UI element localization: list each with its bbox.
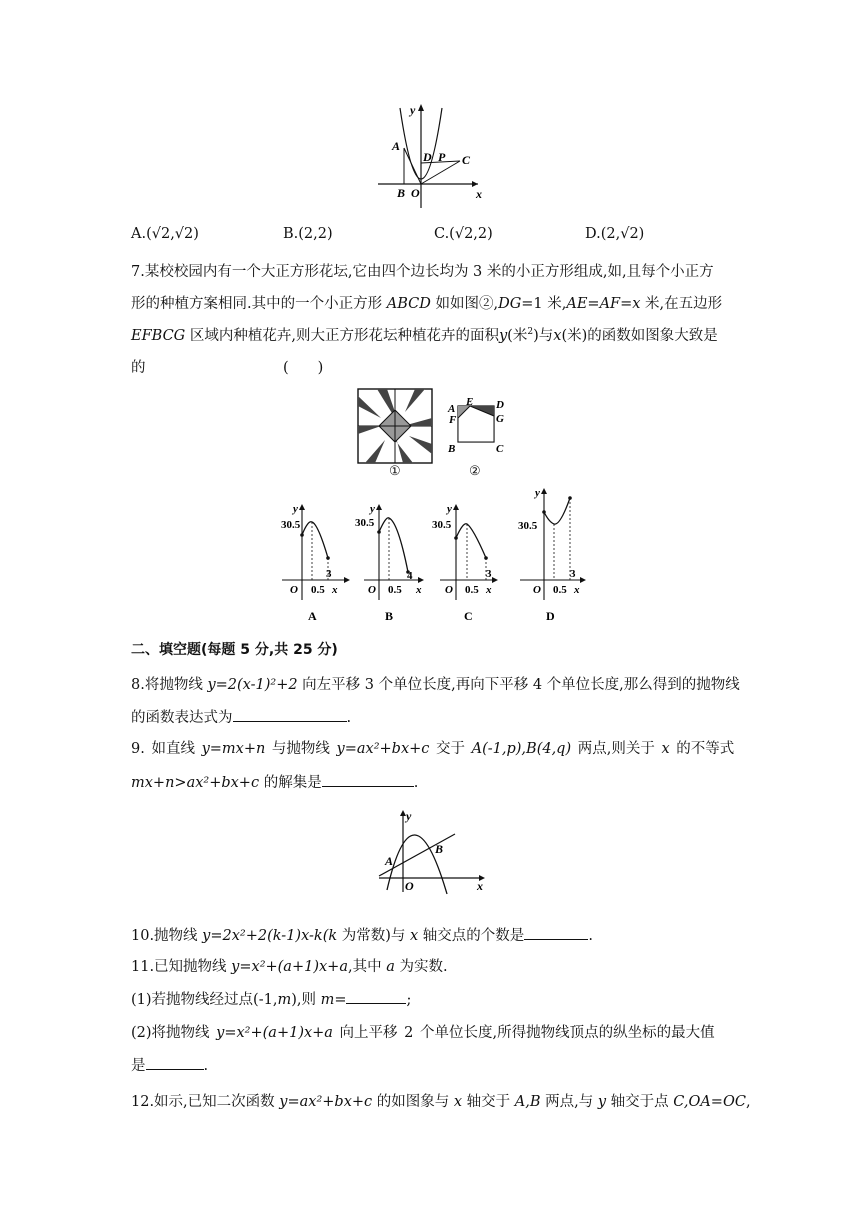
q7-graph-b-v: 30.5: [355, 517, 375, 529]
q7-graph-c-x: x: [486, 584, 492, 596]
q11-part2: (2)将抛物线 y=x²+(a+1)x+a 向上平移 2 个单位长度,所得抛物线顶点的纵坐标的最大值: [131, 1025, 715, 1041]
q6-option-c: C.(√2,2): [434, 226, 493, 242]
q6-option-a: A.(√2,√2): [131, 226, 199, 242]
q7-graph-d-o: O: [533, 584, 541, 596]
q7-line2: 形的种植方案相同.其中的一个小正方形 ABCD 如如图②,DG=1 米,AE=AF=x 米,在五边形: [131, 296, 723, 312]
q7-graph-c-o: O: [445, 584, 453, 596]
q7-figure-2-caption: ②: [469, 464, 481, 479]
section-2-heading: 二、填空题(每题 5 分,共 25 分): [131, 642, 338, 658]
q7-graph-c-end: 3: [486, 568, 492, 580]
q7-figure-1: [357, 388, 433, 464]
q7-line4: 的: [131, 360, 146, 376]
q7-graph-c-v: 30.5: [432, 519, 452, 531]
q7-graph-d: [518, 486, 600, 623]
q7-line3: EFBCG 区域内种植花卉,则大正方形花坛种植花卉的面积y(米$^2$)与x(米)的函数如图象大致是: [131, 327, 718, 344]
q8-line2: 的函数表达式为 .: [131, 707, 351, 728]
q7-graph-c-h: 0.5: [465, 584, 479, 596]
q7-graph-a-o: O: [290, 584, 298, 596]
q6-figure: [370, 100, 490, 212]
q6-label-d: D: [423, 150, 432, 164]
q7-fig2-label-c: C: [496, 443, 504, 455]
q8-line1: 8.将抛物线 y=2(x-1)²+2 向左平移 3 个单位长度,再向下平移 4 个单位长度,那么得到的抛物线: [131, 677, 740, 693]
q6-label-a: A: [392, 139, 401, 153]
q9-answer-blank[interactable]: [322, 772, 414, 787]
q7-graph-a-end: 3: [326, 568, 332, 580]
q7-graph-d-v: 30.5: [518, 520, 538, 532]
q7-fig2-label-b: B: [448, 443, 456, 455]
q7-graph-d-end: 3: [570, 568, 576, 580]
q6-label-b: B: [397, 186, 406, 200]
q7-graph-a-name: A: [308, 609, 317, 623]
q7-graph-a-x: x: [332, 584, 338, 596]
q9-label-o: O: [405, 879, 414, 893]
q9-label-a: A: [385, 854, 394, 868]
q6-option-b: B.(2,2): [283, 226, 333, 242]
q9-label-b: B: [435, 842, 444, 856]
q11-part1: (1)若抛物线经过点(-1,m),则 m= ;: [131, 989, 411, 1010]
q7-graph-d-h: 0.5: [553, 584, 567, 596]
q11-line: 11.已知抛物线 y=x²+(a+1)x+a,其中 a 为实数.: [131, 959, 448, 975]
q11-part2-blank[interactable]: [146, 1055, 204, 1070]
q7-graph-b-y: y: [370, 503, 375, 515]
q6-label-c: C: [462, 153, 471, 167]
q7-graph-b-name: B: [385, 609, 394, 623]
q7-answer-bracket: ( ): [283, 360, 324, 376]
q11-part1-blank[interactable]: [346, 989, 406, 1004]
q7-fig2-label-a: A: [448, 403, 456, 415]
q9-label-x: x: [477, 879, 483, 893]
q7-graph-b-o: O: [368, 584, 376, 596]
q7-graph-c: [432, 500, 516, 623]
q9-line2: mx+n>ax²+bx+c 的解集是 .: [131, 772, 418, 793]
q6-option-d: D.(2,√2): [585, 226, 645, 242]
q7-fig2-label-f: F: [449, 414, 457, 426]
q9-line1: 9. 如直线 y=mx+n 与抛物线 y=ax²+bx+c 交于 A(-1,p),B(4,q) 两点,则关于 x 的不等式: [131, 741, 735, 757]
q7-fig2-label-g: G: [496, 413, 504, 425]
q7-figure-2: [446, 396, 506, 456]
q7-fig2-label-d: D: [496, 399, 504, 411]
q7-figure-1-caption: ①: [389, 464, 401, 479]
q7-graph-d-name: D: [546, 609, 555, 623]
q7-graph-b-h: 0.5: [388, 584, 402, 596]
q7-graph-c-y: y: [447, 503, 452, 515]
q7-graph-a-y: y: [293, 503, 298, 515]
q10-answer-blank[interactable]: [524, 925, 588, 940]
q7-graph-b-end: 4: [407, 570, 413, 582]
q11-part2-line2: 是 .: [131, 1055, 208, 1076]
q9-label-y: y: [406, 809, 412, 823]
q7-graph-a: [281, 500, 352, 623]
q6-label-o: O: [411, 186, 420, 200]
q7-line1: 7.某校校园内有一个大正方形花坛,它由四个边长均为 3 米的小正方形组成,如,且每个小正方: [131, 264, 714, 280]
q10-line: 10.抛物线 y=2x²+2(k-1)x-k(k 为常数)与 x 轴交点的个数是 .: [131, 925, 593, 946]
q7-graph-d-y: y: [535, 487, 540, 499]
q12-line: 12.如示,已知二次函数 y=ax²+bx+c 的如图象与 x 轴交于 A,B 两点,与 y 轴交于点 C,OA=OC,: [131, 1094, 751, 1110]
q7-fig2-label-e: E: [466, 396, 474, 408]
q8-answer-blank[interactable]: [233, 707, 347, 722]
q6-label-x: x: [476, 187, 482, 201]
q6-label-y: y: [410, 103, 416, 117]
q6-label-p: P: [438, 150, 446, 164]
q7-graph-c-name: C: [464, 609, 473, 623]
q9-figure: [375, 808, 490, 894]
q7-graph-a-v: 30.5: [281, 519, 301, 531]
q7-graph-d-x: x: [574, 584, 580, 596]
q7-graph-a-h: 0.5: [311, 584, 325, 596]
q7-graph-b: [355, 500, 434, 623]
q7-graph-b-x: x: [416, 584, 422, 596]
